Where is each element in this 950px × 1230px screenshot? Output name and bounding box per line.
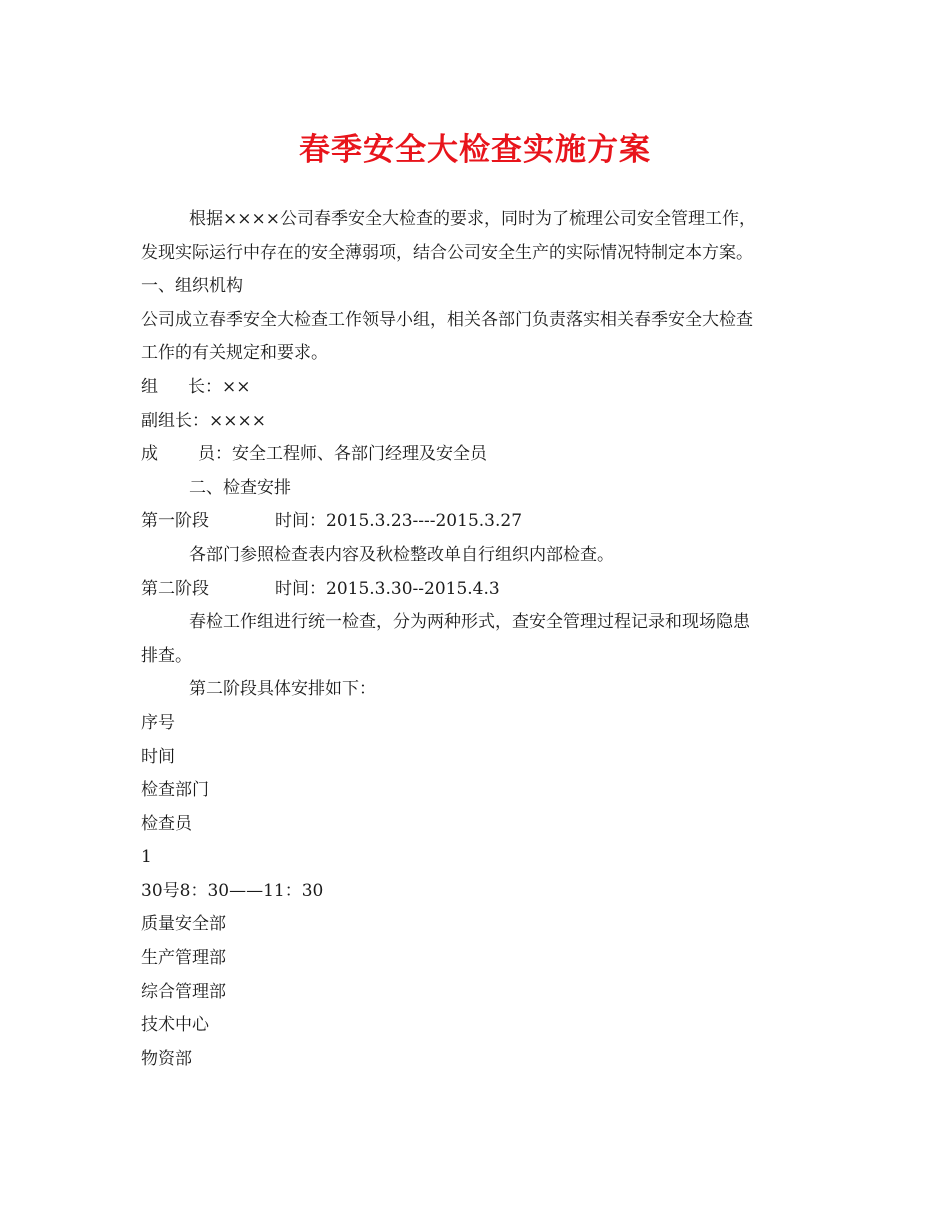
deputy-row <box>141 405 841 439</box>
member-label-a: 成 <box>141 444 158 465</box>
table-header-department: 检查部门 <box>141 780 209 801</box>
table-row-1-department: 技术中心 <box>141 1015 209 1036</box>
table-row-1-department: 生产管理部 <box>141 948 226 969</box>
stage-2-desc-line-2: 排查。 <box>141 645 192 666</box>
leader-label-b: 长： <box>188 376 222 397</box>
table-row-1-department: 物资部 <box>141 1048 192 1069</box>
table-row-1-no: 1 <box>141 847 152 868</box>
section-2-heading: 二、检查安排 <box>189 477 291 498</box>
member-value: 安全工程师、各部门经理及安全员 <box>232 444 487 465</box>
leader-value: ×× <box>222 376 251 397</box>
stage-1-desc: 各部门参照检查表内容及秋检整改单自行组织内部检查。 <box>189 544 614 565</box>
stage-2-desc-line-1: 春检工作组进行统一检查，分为两种形式，查安全管理过程记录和现场隐患 <box>189 612 750 633</box>
deputy-label: 副组长： <box>141 410 209 431</box>
stage-1-label: 第一阶段 <box>141 511 209 532</box>
leader-label-a: 组 <box>141 376 158 397</box>
stage-2-row <box>141 573 841 607</box>
intro-line-2: 发现实际运行中存在的安全薄弱项，结合公司安全生产的实际情况特制定本方案。 <box>141 242 753 263</box>
table-row-1-time: 30号8：30——11：30 <box>141 880 324 901</box>
member-label-b: 员： <box>198 444 232 465</box>
stage-1-row <box>141 505 841 539</box>
stage-2-label: 第二阶段 <box>141 578 209 599</box>
section-1-heading: 一、组织机构 <box>141 276 243 297</box>
table-header-inspector: 检查员 <box>141 813 192 834</box>
leader-row <box>141 371 841 405</box>
stage-2-intro: 第二阶段具体安排如下： <box>189 679 376 700</box>
table-header-no: 序号 <box>141 712 175 733</box>
table-header-time: 时间 <box>141 746 175 767</box>
document-body <box>141 203 841 1076</box>
section-1-text-line-1: 公司成立春季安全大检查工作领导小组，相关各部门负责落实相关春季安全大检查 <box>141 309 753 330</box>
document-title: 春季安全大检查实施方案 <box>299 132 651 168</box>
table-row-1-department: 综合管理部 <box>141 981 226 1002</box>
table-row-1-department: 质量安全部 <box>141 914 226 935</box>
deputy-value: ×××× <box>209 410 266 431</box>
stage-2-time: 时间：2015.3.30--2015.4.3 <box>275 578 500 599</box>
stage-1-time: 时间：2015.3.23----2015.3.27 <box>275 511 523 532</box>
section-1-text-line-2: 工作的有关规定和要求。 <box>141 343 328 364</box>
intro-line-1: 根据××××公司春季安全大检查的要求，同时为了梳理公司安全管理工作， <box>189 209 756 229</box>
member-row <box>141 438 841 472</box>
